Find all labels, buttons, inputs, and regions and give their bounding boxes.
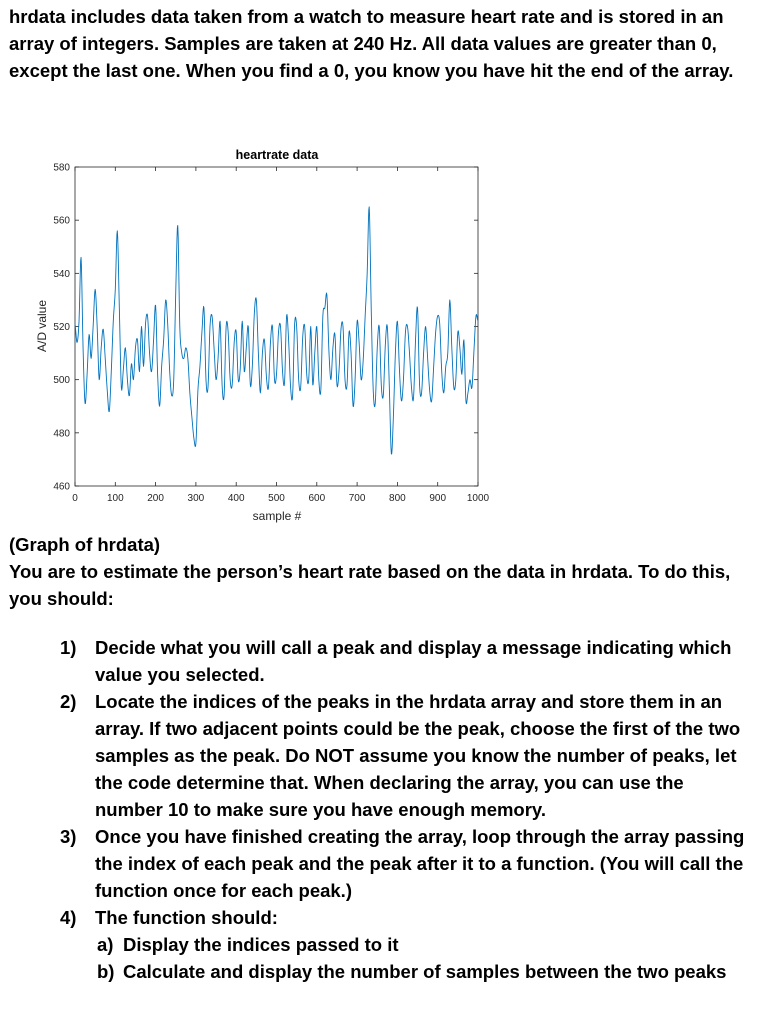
substep-item bbox=[97, 958, 755, 985]
step-item bbox=[60, 688, 755, 823]
step-text: Once you have finished creating the array, loop through the array passing the index of each peak and the peak after it to a function. (You will call the function once for each peak.) bbox=[95, 826, 745, 901]
x-tick-label: 1000 bbox=[466, 493, 490, 504]
x-tick-label: 800 bbox=[389, 493, 406, 504]
step-item bbox=[60, 904, 755, 985]
plot-area bbox=[75, 167, 478, 486]
intro-paragraph: hrdata includes data taken from a watch to measure heart rate and is stored in an array of integers. Samples are taken at 240 Hz. All data values are greater than 0, except the last one. When you find a 0, you know you have hit the end of the array. bbox=[9, 6, 734, 81]
step-item bbox=[60, 823, 755, 904]
x-axis-label: sample # bbox=[252, 509, 302, 523]
task-paragraph: You are to estimate the person’s heart rate based on the data in hrdata. To do this, you should: bbox=[9, 561, 731, 609]
step-text: The function should: bbox=[95, 907, 278, 928]
x-tick-label: 900 bbox=[429, 493, 447, 504]
graph-caption: (Graph of hrdata) bbox=[9, 534, 161, 555]
x-tick-label: 100 bbox=[106, 493, 124, 504]
substep-item bbox=[97, 931, 755, 958]
x-tick-label: 500 bbox=[268, 493, 285, 504]
y-tick-label: 520 bbox=[53, 322, 70, 333]
step-number: 1) bbox=[60, 637, 77, 658]
step-text: Decide what you will call a peak and display a message indicating which value you selected. bbox=[95, 637, 732, 685]
step-number: 2) bbox=[60, 691, 77, 712]
step-number: 4) bbox=[60, 907, 77, 928]
y-tick-label: 540 bbox=[53, 268, 70, 280]
y-tick-label: 580 bbox=[53, 162, 70, 174]
y-tick-label: 480 bbox=[53, 428, 70, 440]
x-tick-label: 300 bbox=[187, 493, 205, 504]
y-tick-label: 560 bbox=[53, 215, 70, 227]
y-axis-label: A/D value bbox=[35, 299, 49, 353]
x-tick-label: 700 bbox=[348, 493, 366, 504]
substep-letter: b) bbox=[97, 961, 115, 982]
substep-text: Display the indices passed to it bbox=[123, 934, 399, 955]
chart-title: heartrate data bbox=[235, 148, 319, 162]
step-item bbox=[60, 634, 755, 688]
x-tick-label: 0 bbox=[72, 493, 78, 504]
steps-list bbox=[60, 634, 755, 985]
step-text: Locate the indices of the peaks in the hrdata array and store them in an array. If two adjacent points could be the peak, choose the first of the two samples as the peak. Do NOT assume you know the number of peaks, let the code determine that. When declaring the array, you can use the number 10 to make sure you have enough memory. bbox=[95, 691, 741, 820]
heartrate-chart bbox=[0, 140, 759, 530]
substep-text: Calculate and display the number of samples between the two peaks bbox=[123, 961, 727, 982]
x-tick-label: 600 bbox=[308, 493, 326, 504]
x-tick-label: 400 bbox=[227, 493, 245, 504]
substep-letter: a) bbox=[97, 934, 114, 955]
y-tick-label: 500 bbox=[53, 375, 70, 387]
y-tick-label: 460 bbox=[53, 481, 70, 493]
step-number: 3) bbox=[60, 826, 77, 847]
substeps-list bbox=[95, 931, 755, 985]
x-tick-label: 200 bbox=[147, 493, 164, 504]
